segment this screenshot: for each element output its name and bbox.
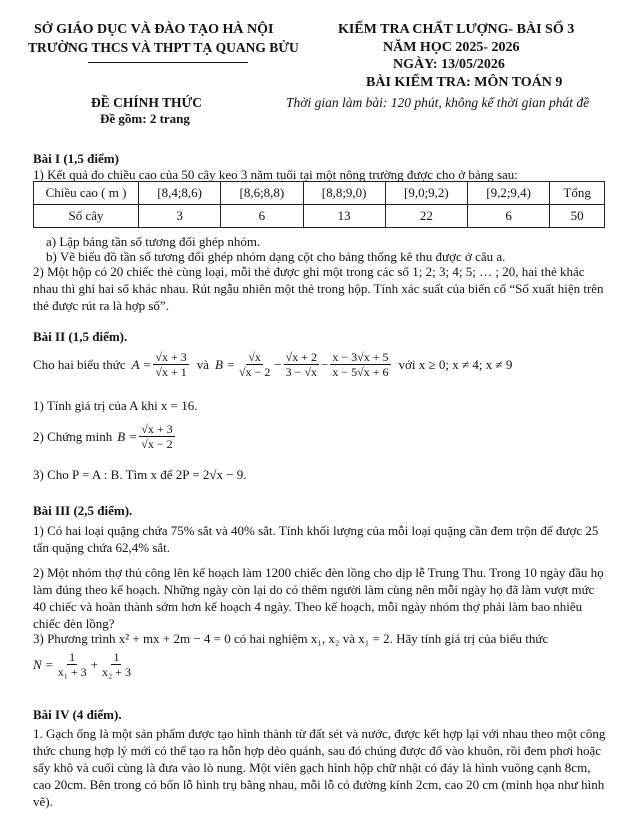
table-cell: Chiều cao ( m ) [34,182,139,205]
q2-text: 2) Chứng minh [33,428,113,444]
table-cell: 13 [303,205,385,228]
section-3-title: Bài III (2,5 điểm). [33,503,133,518]
fraction-numerator: 1 [113,650,120,664]
school-year: NĂM HỌC 2025- 2026 [383,40,520,55]
section-1-title: Bài I (1,5 điểm) [33,151,119,166]
table-cell: 6 [221,205,303,228]
expr-a-label: A = [131,356,152,372]
fraction-numerator: √x + 3 [141,422,173,436]
expr-n-label: N = [33,656,54,672]
expr-a-fraction [153,350,188,379]
expr-b-term-3 [330,350,390,379]
fraction-numerator: √x + 2 [285,350,318,364]
department-name: SỞ GIÁO DỤC VÀ ĐÀO TẠO HÀ NỘI [34,22,274,37]
minus-sign: − [274,356,282,372]
fraction-denominator: √x − 2 [141,437,173,451]
expr-b-label: B = [215,356,235,372]
q2-fraction [139,422,174,451]
expr-b-term-2 [284,350,319,379]
section-1-intro: 1) Kết quả đo chiều cao của 50 cây keo 3 năm tuổi tại một nông trường được cho ở bảng sau: [33,167,518,182]
section-3-question-3: 3) Phương trình x² + mx + 2m − 4 = 0 có hai nghiệm x₁, x₂ và x₁ = 2. Hãy tính giá trị của biểu thức [33,631,549,646]
table-cell: 6 [468,205,550,228]
table-cell: [9,2;9,4) [468,182,550,205]
fraction-denominator: √x − 2 [238,365,271,379]
section-2-question-2 [33,422,177,451]
expr-intro: Cho hai biểu thức [33,356,126,372]
height-table [33,181,605,228]
fraction-denominator: x₁ + 3 [57,665,87,679]
exam-subject: BÀI KIỂM TRA: MÔN TOÁN 9 [366,75,563,90]
expression-n [33,650,135,679]
n-term-1 [56,650,89,679]
table-cell: [8,8;9,0) [303,182,385,205]
conjunction: và [196,356,209,372]
n-term-2 [100,650,133,679]
section-2-title: Bài II (1,5 điểm). [33,329,128,344]
table-cell: 22 [385,205,467,228]
section-1-item-a: a) Lập bảng tần số tương đối ghép nhóm. [46,234,261,249]
expr-b-term-1 [237,350,272,379]
section-2-question-3: 3) Cho P = A : B. Tìm x để 2P = 2√x − 9. [33,467,247,482]
exam-title: KIỂM TRA CHẤT LƯỢNG- BÀI SỐ 3 [338,22,575,37]
fraction-denominator: 3 − √x [285,365,318,379]
table-cell: 3 [139,205,221,228]
page-count: Đề gồm: 2 trang [100,111,190,126]
domain-condition: với x ≥ 0; x ≠ 4; x ≠ 9 [398,356,513,372]
section-1-question-2: 2) Một hộp có 20 chiếc thẻ cùng loại, mỗi thẻ được ghi một trong các số 1; 2; 3; 4; 5; … ; 20, hai thẻ khác nhau thì ghi hai số khác nhau. Rút ngẫu nhiên một thẻ trong hộp. Tính xác suất của biến cố “Số xuất hiện trên thẻ được rút ra là hợp số”. [33,264,604,313]
fraction-denominator: x − 5√x + 6 [332,365,389,379]
minus-sign: − [321,356,329,372]
q2-b-label: B = [117,428,138,444]
table-cell: 50 [550,205,605,228]
plus-sign: + [90,656,98,672]
section-4-title: Bài IV (4 điểm). [33,707,122,722]
fraction-denominator: √x + 1 [155,365,187,379]
school-name: TRƯỜNG THCS VÀ THPT TẠ QUANG BỬU [28,40,299,55]
header-underline [88,62,248,63]
section-3-question-1: 1) Có hai loại quặng chứa 75% sắt và 40% sắt. Tính khối lượng của mỗi loại quặng cần đem trộn để được 25 tấn quặng chứa 62,4% sắt. [33,523,599,555]
fraction-numerator: √x + 3 [155,350,187,364]
exam-duration: Thời gian làm bài: 120 phút, không kể thời gian phát đề [286,95,590,110]
fraction-denominator: x₂ + 3 [102,665,131,679]
table-cell: [9,0;9,2) [385,182,467,205]
section-4-question-1: 1. Gạch ống là một sản phẩm được tạo hình thành từ đất sét và nước, được kết hợp lại với nhau theo một công thức chung hợp lý mới có thể tạo ra hỗn hợp dẻo quánh, sau đó chúng được đổ vào khuôn, rồi đem phơi hoặc sấy khô và cuối cùng là đưa vào lò nung. Một viên gạch hình hộp chữ nhật có đáy là hình vuông cạnh 8cm, cao 20cm. Bên trong có bốn lỗ hình trụ bằng nhau, mỗi lỗ có đường kính 2cm, cao 20 cm (minh họa như hình vẽ). [33,726,606,809]
expressions-line [33,350,512,379]
table-cell: Số cây [34,205,139,228]
fraction-numerator: 1 [69,650,76,664]
fraction-numerator: x − 3√x + 5 [332,350,389,364]
section-1-item-b: b) Vẽ biểu đồ tần số tương đối ghép nhóm dạng cột cho bảng thống kê thu được ở câu a. [46,249,506,264]
table-cell: [8,4;8,6) [139,182,221,205]
table-row [34,205,605,228]
table-row [34,182,605,205]
section-3-question-2: 2) Một nhóm thợ thủ công lên kế hoạch làm 1200 chiếc đèn lồng cho dịp lễ Trung Thu. Trong 10 ngày đầu họ làm đúng theo kế hoạch. Những ngày còn lại do có thêm người làm cùng nên mỗi ngày họ đã làm vượt mức 40 chiếc và hoàn thành sớm hơn kế hoạch 4 ngày. Theo kế hoạch, mỗi ngày nhóm thợ phải làm bao nhiêu chiếc đèn lồng? [33,565,604,631]
table-cell: [8,6;8,8) [221,182,303,205]
fraction-numerator: √x [248,350,261,364]
table-cell: Tổng [550,182,605,205]
section-2-question-1: 1) Tính giá trị của A khi x = 16. [33,398,198,413]
official-label: ĐỀ CHÍNH THỨC [91,95,203,110]
exam-date: NGÀY: 13/05/2026 [393,57,505,72]
